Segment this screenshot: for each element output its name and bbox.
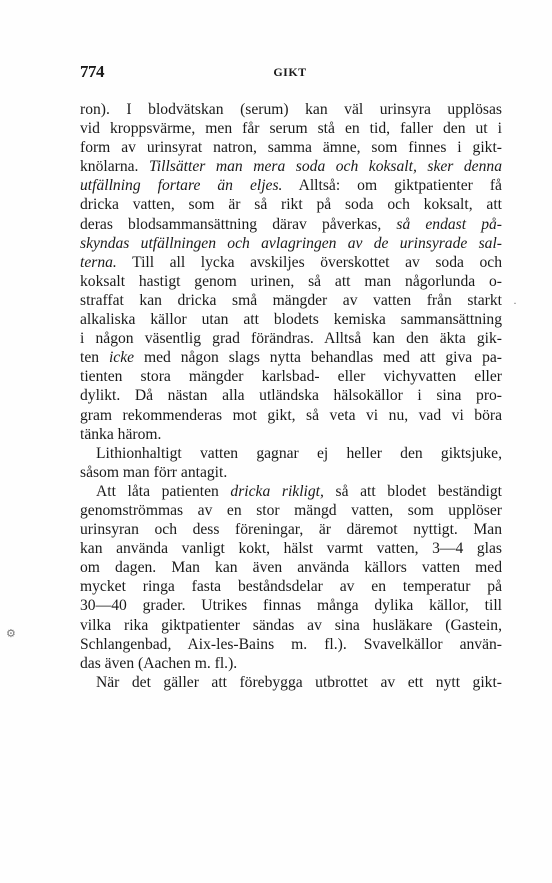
text-run: urinsyran och dess föreningar, är däremot nyttigt. Man xyxy=(80,521,502,539)
text-run: knölarna. xyxy=(80,158,149,176)
italic-text: terna. xyxy=(80,253,117,271)
text-line xyxy=(80,100,502,119)
text-run: mycket ringa fasta beståndsdelar av en temperatur på xyxy=(80,578,502,596)
text-line xyxy=(80,138,502,157)
text-run: das även (Aachen m. fl.). xyxy=(80,654,238,672)
text-run: koksalt hastigt genom urinen, så att man någorlunda o- xyxy=(80,272,502,290)
text-run: såsom man förr antagit. xyxy=(80,463,228,481)
text-run: dricka vatten, som är så rikt på soda och koksalt, att xyxy=(80,196,502,214)
text-line xyxy=(80,386,502,405)
text-line xyxy=(80,463,502,482)
text-run: vid kroppsvärme, men får serum stå en tid, faller den ut i xyxy=(80,120,502,138)
italic-text: icke xyxy=(108,349,135,367)
text-line xyxy=(80,253,502,272)
text-line xyxy=(80,406,502,425)
text-line xyxy=(80,654,502,673)
text-line xyxy=(80,520,502,539)
text-line xyxy=(80,176,502,195)
text-line xyxy=(80,444,502,463)
text-line xyxy=(80,501,502,520)
margin-dot: · xyxy=(513,296,517,310)
text-run: om dagen. Man kan även använda källors vatten med xyxy=(80,559,502,577)
text-line xyxy=(80,673,502,692)
text-line xyxy=(80,291,502,310)
text-line xyxy=(80,234,502,253)
text-run: gram rekommenderas mot gikt, så veta vi nu, vad vi böra xyxy=(80,406,502,424)
text-line xyxy=(80,348,502,367)
text-line xyxy=(80,329,502,348)
text-run: tänka härom. xyxy=(80,425,162,443)
text-run: alkaliska källor utan att blodets kemiska sammansättning xyxy=(80,311,502,329)
running-title: GIKT xyxy=(273,65,307,79)
text-line xyxy=(80,425,502,444)
text-run: Till all lycka avskiljes överskottet av soda och xyxy=(116,253,502,271)
text-run: deras blodsammansättning därav påverkas, xyxy=(80,215,397,233)
italic-text: Tillsätter man mera soda och koksalt, sker denna xyxy=(148,158,502,176)
body-text xyxy=(80,100,502,692)
text-run: ron). I blodvätskan (serum) kan väl urinsyra upplösas xyxy=(80,101,502,118)
text-line xyxy=(80,482,502,501)
text-line xyxy=(80,539,502,558)
text-run: genomströmmas av en stor mängd vatten, som upplöser xyxy=(80,501,502,519)
text-line xyxy=(80,635,502,654)
text-run: Att låta patienten xyxy=(96,482,231,500)
text-run: ten xyxy=(80,349,109,367)
text-line xyxy=(80,310,502,329)
text-run: Lithionhaltigt vatten gagnar ej heller den giktsjuke, xyxy=(96,444,502,462)
page-number: 774 xyxy=(80,62,104,81)
text-run: tienten stora mängder karlsbad- eller vichyvatten eller xyxy=(80,368,502,386)
text-run: i någon väsentlig grad förändras. Alltså kan den äkta gik- xyxy=(80,330,502,348)
italic-text: dricka rikligt, xyxy=(230,482,324,500)
text-line xyxy=(80,215,502,234)
text-line xyxy=(80,157,502,176)
text-run: Schlangenbad, Aix-les-Bains m. fl.). Svavelkällor använ- xyxy=(80,635,502,653)
text-run: Alltså: om giktpatienter få xyxy=(282,177,502,195)
italic-text: så endast på- xyxy=(396,215,502,233)
margin-blemish: ⚙ xyxy=(6,628,16,640)
text-run: När det gäller att förebygga utbrottet av ett nytt gikt- xyxy=(96,673,502,691)
text-run: kan använda vanligt kokt, hälst varmt vatten, 3—4 glas xyxy=(80,540,502,558)
text-line xyxy=(80,367,502,386)
text-line xyxy=(80,596,502,615)
text-run: dylikt. Då nästan alla utländska hälsokällor i sina pro- xyxy=(80,387,502,405)
italic-text: skyndas utfällningen och avlagringen av de urinsyrade sal- xyxy=(80,234,502,252)
text-run: med någon slags nytta behandlas med att giva pa- xyxy=(134,349,502,367)
text-line xyxy=(80,119,502,138)
text-run: så att blodet beständigt xyxy=(323,482,502,500)
running-head xyxy=(80,62,500,82)
text-line xyxy=(80,272,502,291)
italic-text: utfällning fortare än eljes. xyxy=(80,177,283,195)
text-run: 30—40 grader. Utrikes finnas många dylika källor, till xyxy=(80,597,502,615)
text-line xyxy=(80,558,502,577)
text-run: vilka rika giktpatienter sändas av sina husläkare (Gastein, xyxy=(80,616,502,634)
text-line xyxy=(80,195,502,214)
text-run: form av urinsyrat natron, samma ämne, som finnes i gikt- xyxy=(80,139,502,157)
text-line xyxy=(80,577,502,596)
text-line xyxy=(80,616,502,635)
text-run: straffat kan dricka små mängder av vatten från starkt xyxy=(80,291,502,309)
